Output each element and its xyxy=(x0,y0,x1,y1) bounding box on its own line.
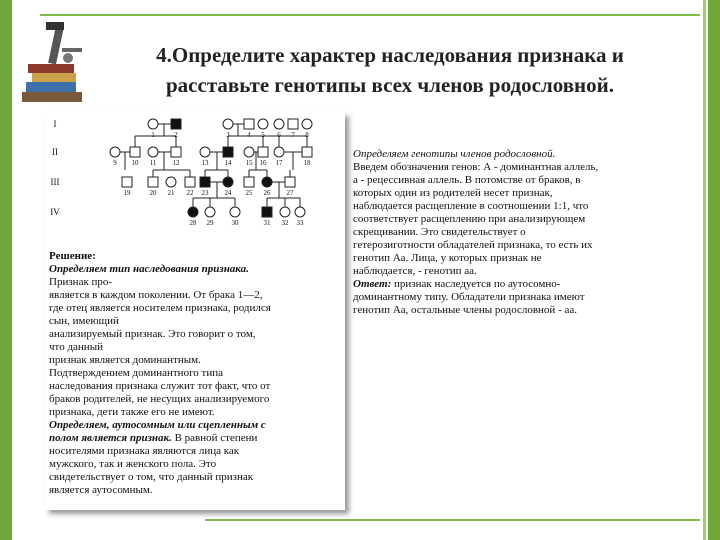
genotypes-body-line: гетерозиготности обладателей признака, то есть их xyxy=(353,239,593,251)
pedigree-male xyxy=(244,177,254,187)
pedigree-number: 33 xyxy=(296,219,304,227)
pedigree-number: 5 xyxy=(261,131,265,139)
right-accent-stripe xyxy=(703,0,706,540)
pedigree-number: 3 xyxy=(226,131,230,139)
pedigree-number: 31 xyxy=(263,219,271,227)
generation-label: I xyxy=(53,119,57,129)
answer-first: признак наследуется по аутосомно- xyxy=(391,278,561,290)
solution-body-line: носителями признака являются лица как xyxy=(49,445,240,457)
solution-step-1: Определяем тип наследования признака. xyxy=(49,263,249,275)
pedigree-number: 26 xyxy=(263,189,271,197)
solution-text xyxy=(49,250,341,497)
genotypes-body-line: наблюдается, - генотип аа. xyxy=(353,265,477,277)
pedigree-number: 24 xyxy=(224,189,232,197)
pedigree-number: 2 xyxy=(174,131,178,139)
pedigree-number: 22 xyxy=(186,189,194,197)
pedigree-male xyxy=(244,119,254,129)
pedigree-number: 19 xyxy=(123,189,131,197)
pedigree-number: 16 xyxy=(259,159,267,167)
pedigree-number: 21 xyxy=(167,189,175,197)
answer-line xyxy=(353,278,693,291)
genotypes-text xyxy=(353,148,693,317)
top-divider xyxy=(40,14,700,16)
generation-label: II xyxy=(52,147,58,157)
pedigree-male xyxy=(288,119,298,129)
pedigree-number: 12 xyxy=(172,159,180,167)
pedigree-male xyxy=(285,177,295,187)
pedigree-number: 8 xyxy=(305,131,309,139)
pedigree-female xyxy=(302,119,312,129)
pedigree-male xyxy=(185,177,195,187)
pedigree-female xyxy=(230,207,240,217)
pedigree-number: 13 xyxy=(201,159,209,167)
bottom-divider xyxy=(205,519,700,521)
left-accent-bar xyxy=(0,0,12,540)
pedigree-female xyxy=(258,119,268,129)
answer-body-line: генотип Аа, остальные члены родословной - аа. xyxy=(353,304,577,316)
pedigree-male xyxy=(302,147,312,157)
pedigree-male xyxy=(200,177,210,187)
pedigree-female xyxy=(188,207,198,217)
pedigree-female xyxy=(295,207,305,217)
solution-body-line: признака, дети также его не имеют. xyxy=(49,406,215,418)
solution-step-2b: полом является признак. xyxy=(49,432,172,444)
solution-panel xyxy=(45,112,345,510)
pedigree-female xyxy=(166,177,176,187)
pedigree-number: 23 xyxy=(201,189,209,197)
pedigree-female xyxy=(274,147,284,157)
pedigree-number: 29 xyxy=(206,219,214,227)
pedigree-number: 9 xyxy=(113,159,117,167)
pedigree-female xyxy=(200,147,210,157)
slide-title xyxy=(90,40,690,100)
pedigree-female xyxy=(205,207,215,217)
title-line-1: 4.Определите характер наследования признака и xyxy=(156,43,624,67)
genotypes-body-line: Введем обозначения генов: А - доминантная аллель, xyxy=(353,161,599,173)
pedigree-number: 10 xyxy=(131,159,139,167)
pedigree-number: 28 xyxy=(189,219,197,227)
solution-body-line: является аутосомным. xyxy=(49,484,153,496)
generation-label: III xyxy=(50,177,60,187)
pedigree-number: 20 xyxy=(149,189,157,197)
solution-body-line: свидетельствует о том, что данный признак xyxy=(49,471,254,483)
solution-heading: Решение: xyxy=(49,250,96,262)
pedigree-chart xyxy=(45,112,345,242)
pedigree-male xyxy=(171,119,181,129)
pedigree-female xyxy=(274,119,284,129)
pedigree-male xyxy=(223,147,233,157)
solution-body-line: мужского, так и женского пола. Это xyxy=(49,458,217,470)
pedigree-male xyxy=(122,177,132,187)
genotypes-body-line: генотип Аа. Лица, у которых признак не xyxy=(353,252,542,264)
pedigree-number: 6 xyxy=(277,131,281,139)
solution-step-2-line xyxy=(49,432,341,445)
title-line-2: расставьте генотипы всех членов родословной. xyxy=(166,73,614,97)
pedigree-number: 7 xyxy=(291,131,295,139)
solution-body-line: Подтверждением доминантного типа xyxy=(49,367,224,379)
microscope-icon xyxy=(18,18,90,106)
pedigree-number: 1 xyxy=(151,131,155,139)
solution-step-2a: Определяем, аутосомным или сцепленным с xyxy=(49,419,266,431)
pedigree-male xyxy=(130,147,140,157)
generation-label: IV xyxy=(50,207,60,217)
pedigree-number: 14 xyxy=(224,159,232,167)
pedigree-female xyxy=(280,207,290,217)
solution-step-2c: В равной степени xyxy=(171,432,258,444)
genotypes-body-line: наблюдается расщепление в соотношении 1:1, что xyxy=(353,200,589,212)
pedigree-number: 27 xyxy=(286,189,294,197)
pedigree-number: 30 xyxy=(231,219,239,227)
pedigree-number: 18 xyxy=(303,159,311,167)
solution-body-line: является в каждом поколении. От брака 1—2, xyxy=(49,289,263,301)
genotypes-body-line: которых один из родителей несет признак, xyxy=(353,187,553,199)
answer-label: Ответ: xyxy=(353,278,392,290)
right-accent-bar xyxy=(708,0,720,540)
pedigree-female xyxy=(262,177,272,187)
pedigree-number: 15 xyxy=(245,159,253,167)
solution-body-line: браков родителей, не несущих анализируемого xyxy=(49,393,270,405)
solution-body-line: где отец является носителем признака, родился xyxy=(49,302,271,314)
pedigree-female xyxy=(223,177,233,187)
solution-body-line: Признак про- xyxy=(49,276,113,288)
solution-body-line: сын, имеющий xyxy=(49,315,119,327)
answer-body-line: доминантному типу. Обладатели признака имеют xyxy=(353,291,585,303)
pedigree-number: 17 xyxy=(275,159,283,167)
solution-body-line: анализируемый признак. Это говорит о том, xyxy=(49,328,256,340)
pedigree-female xyxy=(110,147,120,157)
genotypes-body-line: а - рецессивная аллель. В потомстве от браков, в xyxy=(353,174,581,186)
genotypes-body-line: соответствует расщеплению при анализирующем xyxy=(353,213,586,225)
pedigree-male xyxy=(258,147,268,157)
genotypes-heading: Определяем генотипы членов родословной. xyxy=(353,148,556,160)
pedigree-female xyxy=(244,147,254,157)
pedigree-female xyxy=(148,119,158,129)
solution-body-line: что данный xyxy=(49,341,103,353)
pedigree-number: 4 xyxy=(247,131,251,139)
pedigree-number: 11 xyxy=(149,159,157,167)
pedigree-male xyxy=(262,207,272,217)
solution-body-line: наследования признака служит тот факт, что от xyxy=(49,380,271,392)
pedigree-number: 25 xyxy=(245,189,253,197)
pedigree-male xyxy=(148,177,158,187)
genotypes-body-line: скрещивании. Это свидетельствует о xyxy=(353,226,526,238)
pedigree-male xyxy=(171,147,181,157)
pedigree-number: 32 xyxy=(281,219,289,227)
solution-body-line: признак является доминантным. xyxy=(49,354,201,366)
pedigree-female xyxy=(148,147,158,157)
pedigree-female xyxy=(223,119,233,129)
